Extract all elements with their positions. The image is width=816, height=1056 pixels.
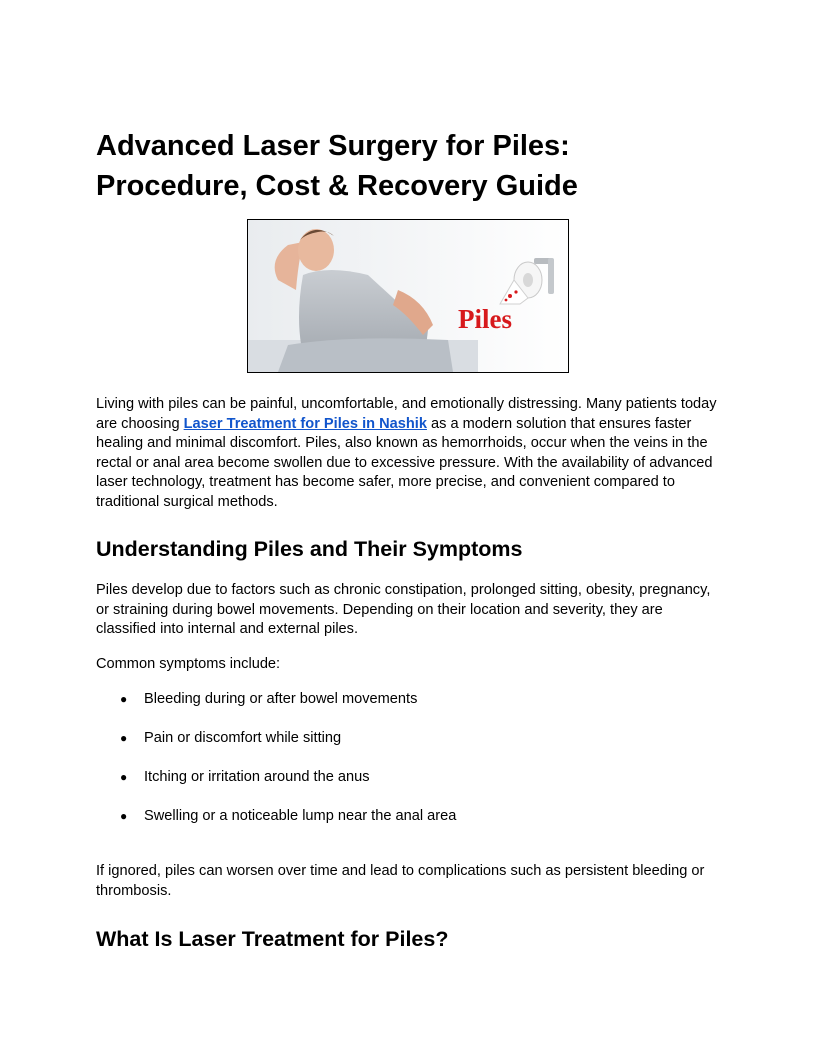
intro-paragraph bbox=[96, 395, 720, 512]
list-item: ● Itching or irritation around the anus bbox=[96, 768, 720, 807]
bullet-icon: ● bbox=[120, 692, 128, 706]
list-item: ● Pain or discomfort while sitting bbox=[96, 729, 720, 768]
section-heading-symptoms: Understanding Piles and Their Symptoms bbox=[96, 537, 523, 561]
bullet-icon: ● bbox=[120, 731, 128, 745]
list-item: ● Bleeding during or after bowel movements bbox=[96, 690, 720, 729]
piles-illustration bbox=[247, 219, 569, 373]
piles-label: Piles bbox=[458, 304, 512, 334]
intro-text-end: as a modern solution that ensures faster healing and minimal discomfort. Piles, also known as hemorrhoids, occur when the veins in the rectal or anal area become swollen due to excessive pressure. With the availability of advanced laser technology, treatment has become safer, more precise, and convenient compared to traditional surgical methods. bbox=[96, 415, 713, 510]
laser-treatment-link[interactable]: Laser Treatment for Piles in Nashik bbox=[183, 415, 427, 432]
symptoms-intro: Common symptoms include: bbox=[96, 656, 281, 672]
bullet-icon: ● bbox=[120, 770, 128, 784]
bullet-icon: ● bbox=[120, 809, 128, 823]
page-title: Advanced Laser Surgery for Piles: Procedure, Cost & Recovery Guide bbox=[96, 130, 578, 202]
list-item: ● Swelling or a noticeable lump near the anal area bbox=[96, 807, 720, 846]
section-heading-laser: What Is Laser Treatment for Piles? bbox=[96, 927, 449, 951]
causes-paragraph: Piles develop due to factors such as chronic constipation, prolonged sitting, obesity, pregnancy, or straining during bowel movements. Depending on their location and severity, they are classified into internal and external piles. bbox=[96, 582, 711, 637]
symptoms-list bbox=[96, 690, 720, 846]
closing-paragraph: If ignored, piles can worsen over time and lead to complications such as persistent bleeding or thrombosis. bbox=[96, 863, 705, 899]
intro-text-start: Living with piles can be painful, uncomfortable, and emotionally distressing. Many patients today are choosing bbox=[96, 396, 717, 432]
